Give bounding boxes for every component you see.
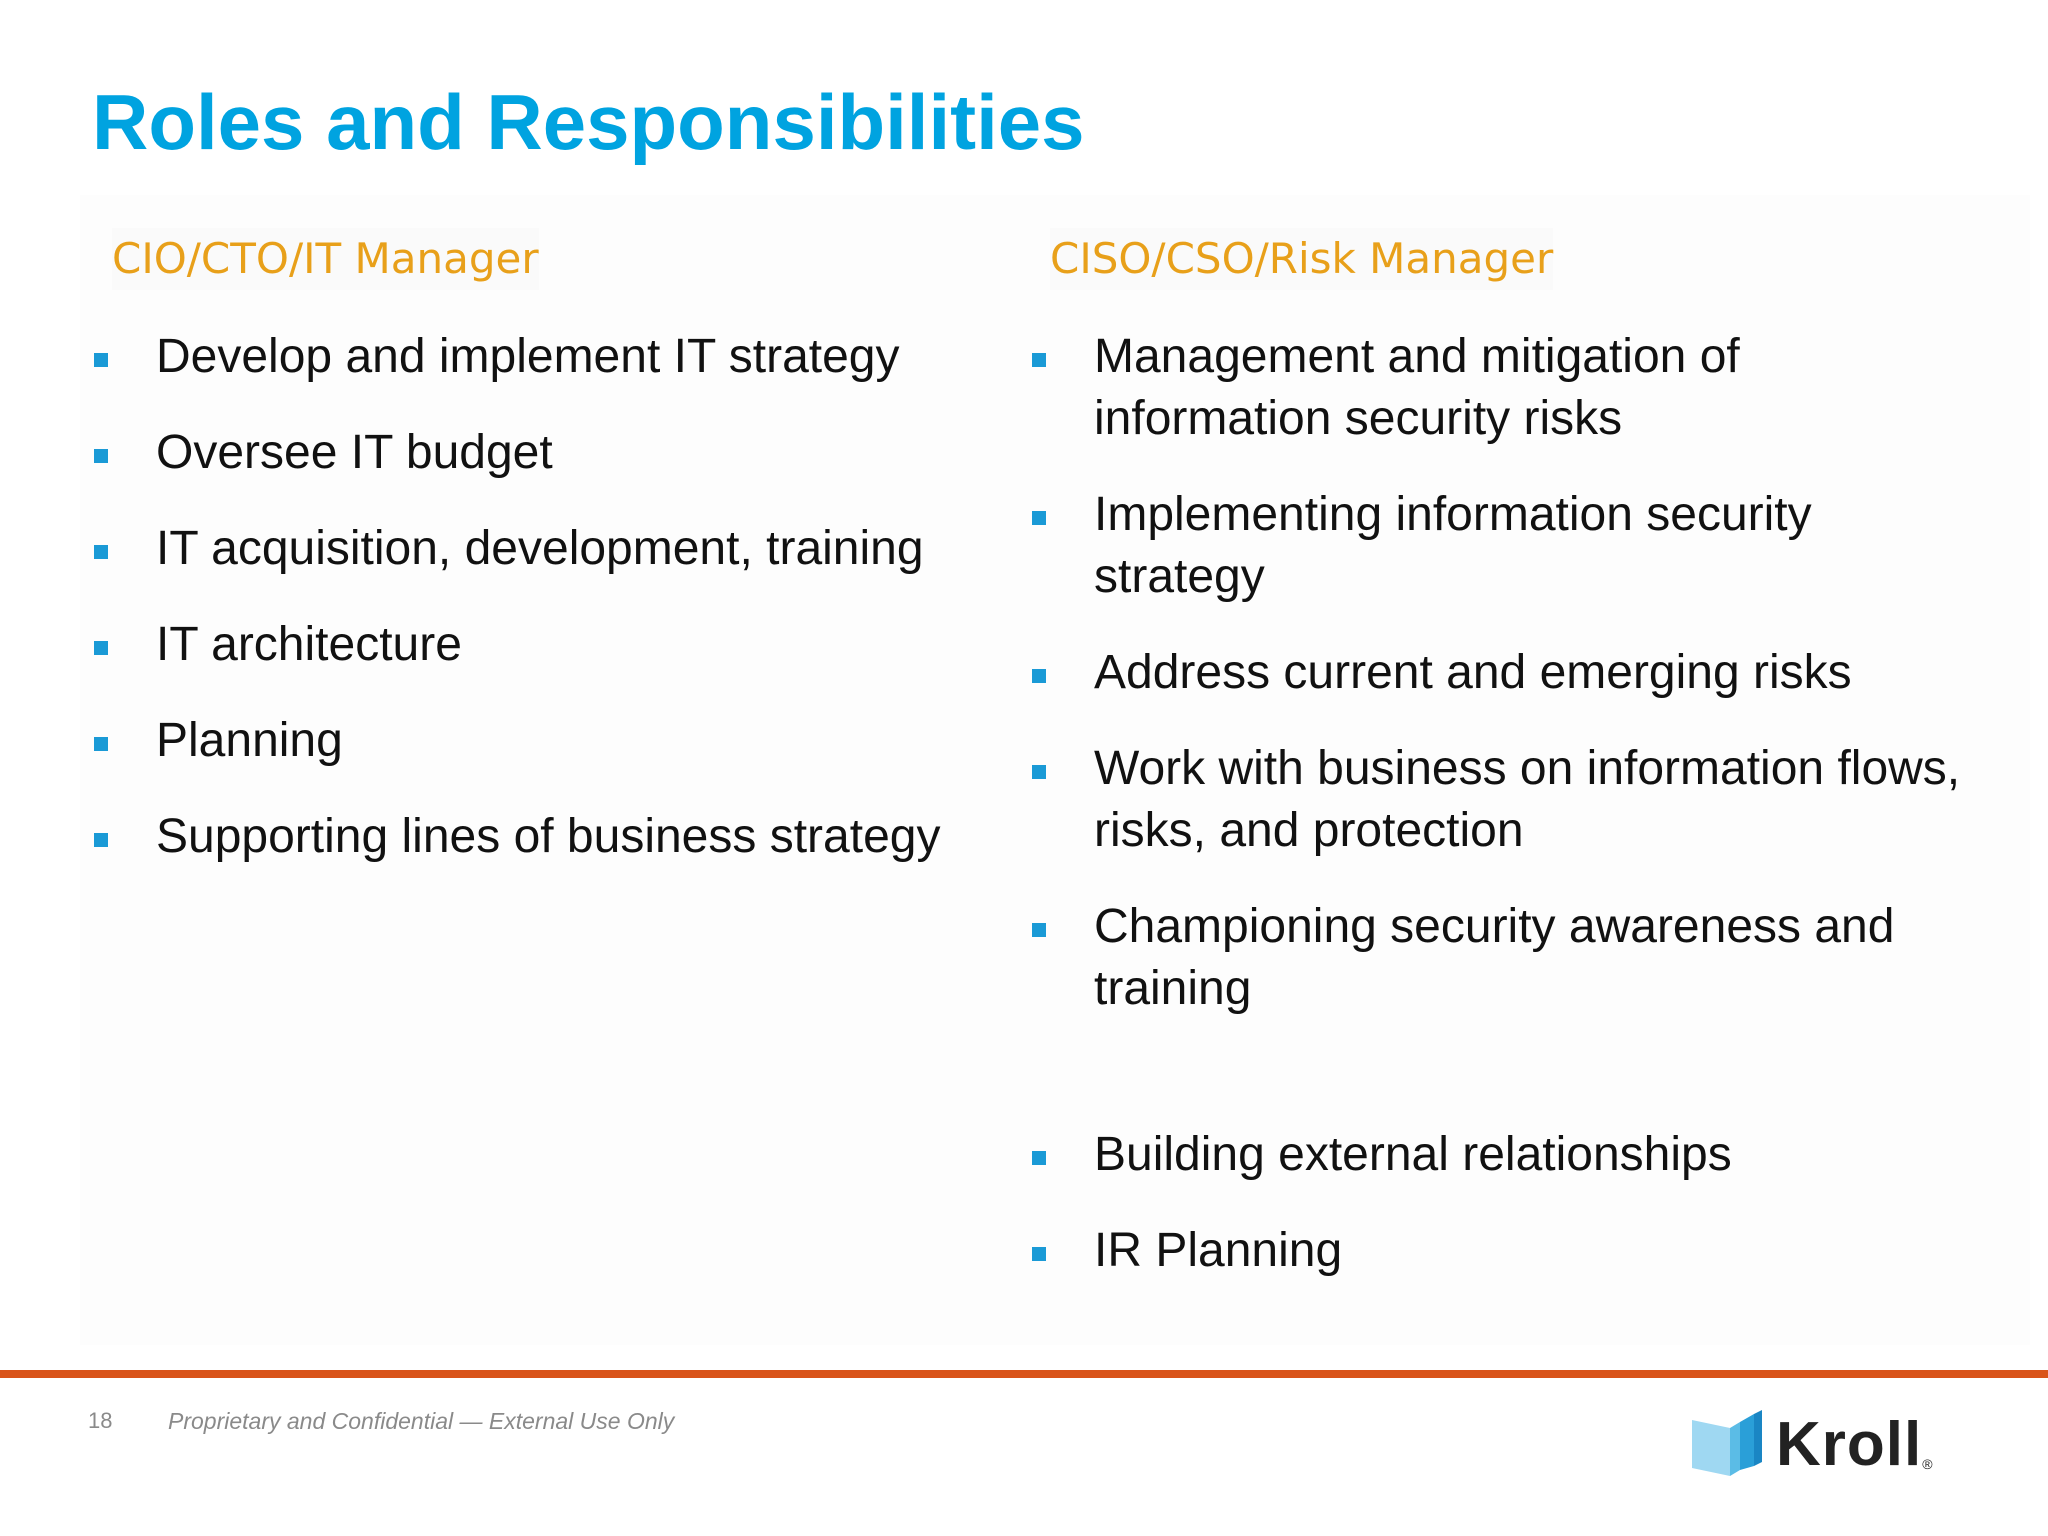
square-bullet-icon — [1032, 923, 1046, 937]
list-item-text: Building external relationships — [1094, 1128, 1732, 1181]
list-item-text: Develop and implement IT strategy — [156, 330, 900, 383]
list-item-text: Work with business on information flows, risks, and protection — [1094, 742, 1961, 857]
footer-divider — [0, 1370, 2048, 1378]
kroll-logo-icon — [1690, 1410, 1766, 1480]
column-it-manager — [92, 228, 1022, 902]
square-bullet-icon — [94, 641, 108, 655]
list-item-text: IT architecture — [156, 618, 462, 671]
list-item-text: Championing security awareness and training — [1094, 900, 1895, 1015]
square-bullet-icon — [94, 545, 108, 559]
list-item — [1030, 1220, 1990, 1282]
square-bullet-icon — [94, 833, 108, 847]
square-bullet-icon — [1032, 669, 1046, 683]
page-number: 18 — [88, 1408, 113, 1433]
list-item — [92, 518, 1022, 580]
list-item — [92, 806, 1022, 868]
logo-wordmark: Kroll — [1776, 1410, 1923, 1479]
registered-mark: ® — [1922, 1456, 1933, 1472]
column-risk-manager — [1030, 228, 1990, 1316]
list-item-text: IR Planning — [1094, 1224, 1343, 1277]
square-bullet-icon — [94, 737, 108, 751]
list-item-text: IT acquisition, development, training — [156, 522, 924, 575]
list-item-text: Supporting lines of business strategy — [156, 810, 941, 863]
bullet-list — [92, 326, 1022, 868]
column-heading: CISO/CSO/Risk Manager — [1050, 228, 1553, 290]
list-item — [1030, 738, 1990, 862]
list-item — [92, 614, 1022, 676]
column-heading: CIO/CTO/IT Manager — [112, 228, 539, 290]
list-item-text: Oversee IT budget — [156, 426, 553, 479]
list-item-text: Management and mitigation of information security risks — [1094, 330, 1740, 445]
list-item-text: Planning — [156, 714, 343, 767]
square-bullet-icon — [94, 449, 108, 463]
list-item — [1030, 1124, 1990, 1186]
list-item — [1030, 484, 1990, 608]
slide-title: Roles and Responsibilities — [92, 78, 1085, 166]
square-bullet-icon — [1032, 511, 1046, 525]
list-item — [1030, 642, 1990, 704]
company-logo — [1690, 1410, 1933, 1480]
list-item — [1030, 326, 1990, 450]
square-bullet-icon — [94, 353, 108, 367]
list-item — [92, 326, 1022, 388]
list-item-text: Implementing information security strategy — [1094, 488, 1812, 603]
bullet-list — [1030, 326, 1990, 1282]
list-item — [92, 710, 1022, 772]
confidentiality-notice: Proprietary and Confidential — External Use Only — [168, 1408, 675, 1434]
square-bullet-icon — [1032, 1247, 1046, 1261]
square-bullet-icon — [1032, 765, 1046, 779]
list-item — [1030, 896, 1990, 1020]
square-bullet-icon — [1032, 1151, 1046, 1165]
square-bullet-icon — [1032, 353, 1046, 367]
list-item-text: Address current and emerging risks — [1094, 646, 1852, 699]
list-item — [92, 422, 1022, 484]
